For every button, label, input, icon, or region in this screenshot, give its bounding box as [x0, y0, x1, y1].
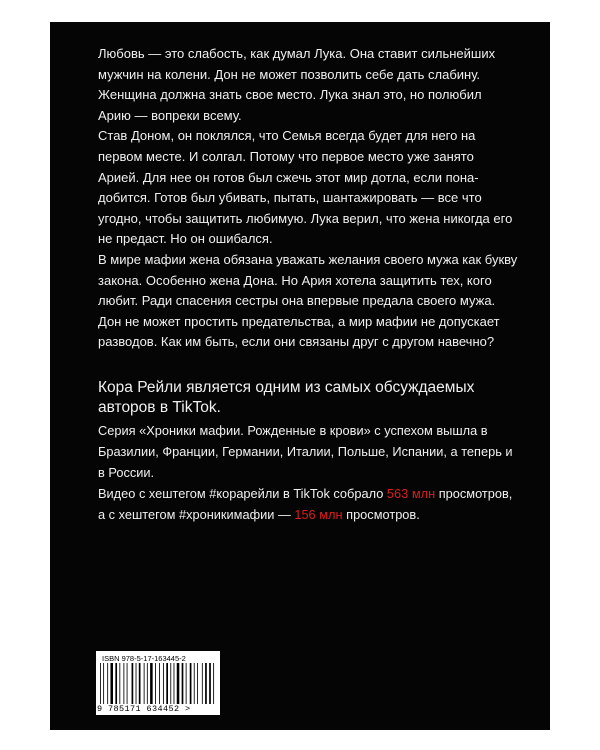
blurb-paragraph-2: Став Доном, он поклялся, что Семья всегда будет для него на первом месте. И солгал. Потому что первое место уже занято Арией. Для нее он готов был сжечь этот мир дотла, если понадобится. Готов был убивать, пытать, шантажировать — все что угодно, чтобы защитить любимую. Лука верил, что жена никогда его не предаст. Но он ошибался. — [98, 128, 513, 247]
blurb-paragraph-3: В мире мафии жена обязана уважать желания своего мужа как букву закона. Особенно жена Дона. Но Ария хотела защитить тех, кого любит. Ради спасения сестры она впервые предала своего мужа. — [98, 251, 518, 309]
blurb-paragraph-4: Дон не может простить предательства, а мир мафии не допускает разводов. Как им быть, если они связаны друг с другом навечно? — [98, 313, 500, 350]
stats-text-3: просмотров. — [342, 507, 420, 522]
author-lead: Кора Рейли является одним из самых обсуждаемых авторов в TikTok. — [98, 379, 475, 416]
stats-text-2: просмотров, а с хештегом #хроникимафии — — [98, 486, 513, 522]
stats-number-2: 156 млн — [294, 507, 343, 522]
barcode — [96, 651, 220, 715]
isbn-label: ISBN 978-5-17-163445-2 — [102, 654, 186, 663]
tiktok-stats — [98, 483, 518, 525]
isbn-digits: 9 785171 634452 > — [97, 704, 191, 714]
stats-number-1: 563 млн — [386, 486, 436, 501]
back-cover — [50, 22, 550, 730]
barcode-bars — [100, 663, 216, 704]
author-info — [98, 378, 518, 525]
series-info: Серия «Хроники мафии. Рожденные в крови» с успехом вышла в Бразилии, Франции, Германии, Италии, Польше, Испании, а теперь и в России. — [98, 423, 513, 480]
stats-text-1: Видео с хештегом #корарейли в TikTok собрало — [98, 486, 387, 501]
blurb-paragraph-1: Любовь — это слабость, как думал Лука. Она ставит сильнейших мужчин на колени. Дон не может позволить себе дать слабину. Женщина должна знать свое место. Лука знал это, но полюбил Арию — вопреки всему. — [98, 46, 496, 123]
blurb-text — [98, 44, 518, 353]
